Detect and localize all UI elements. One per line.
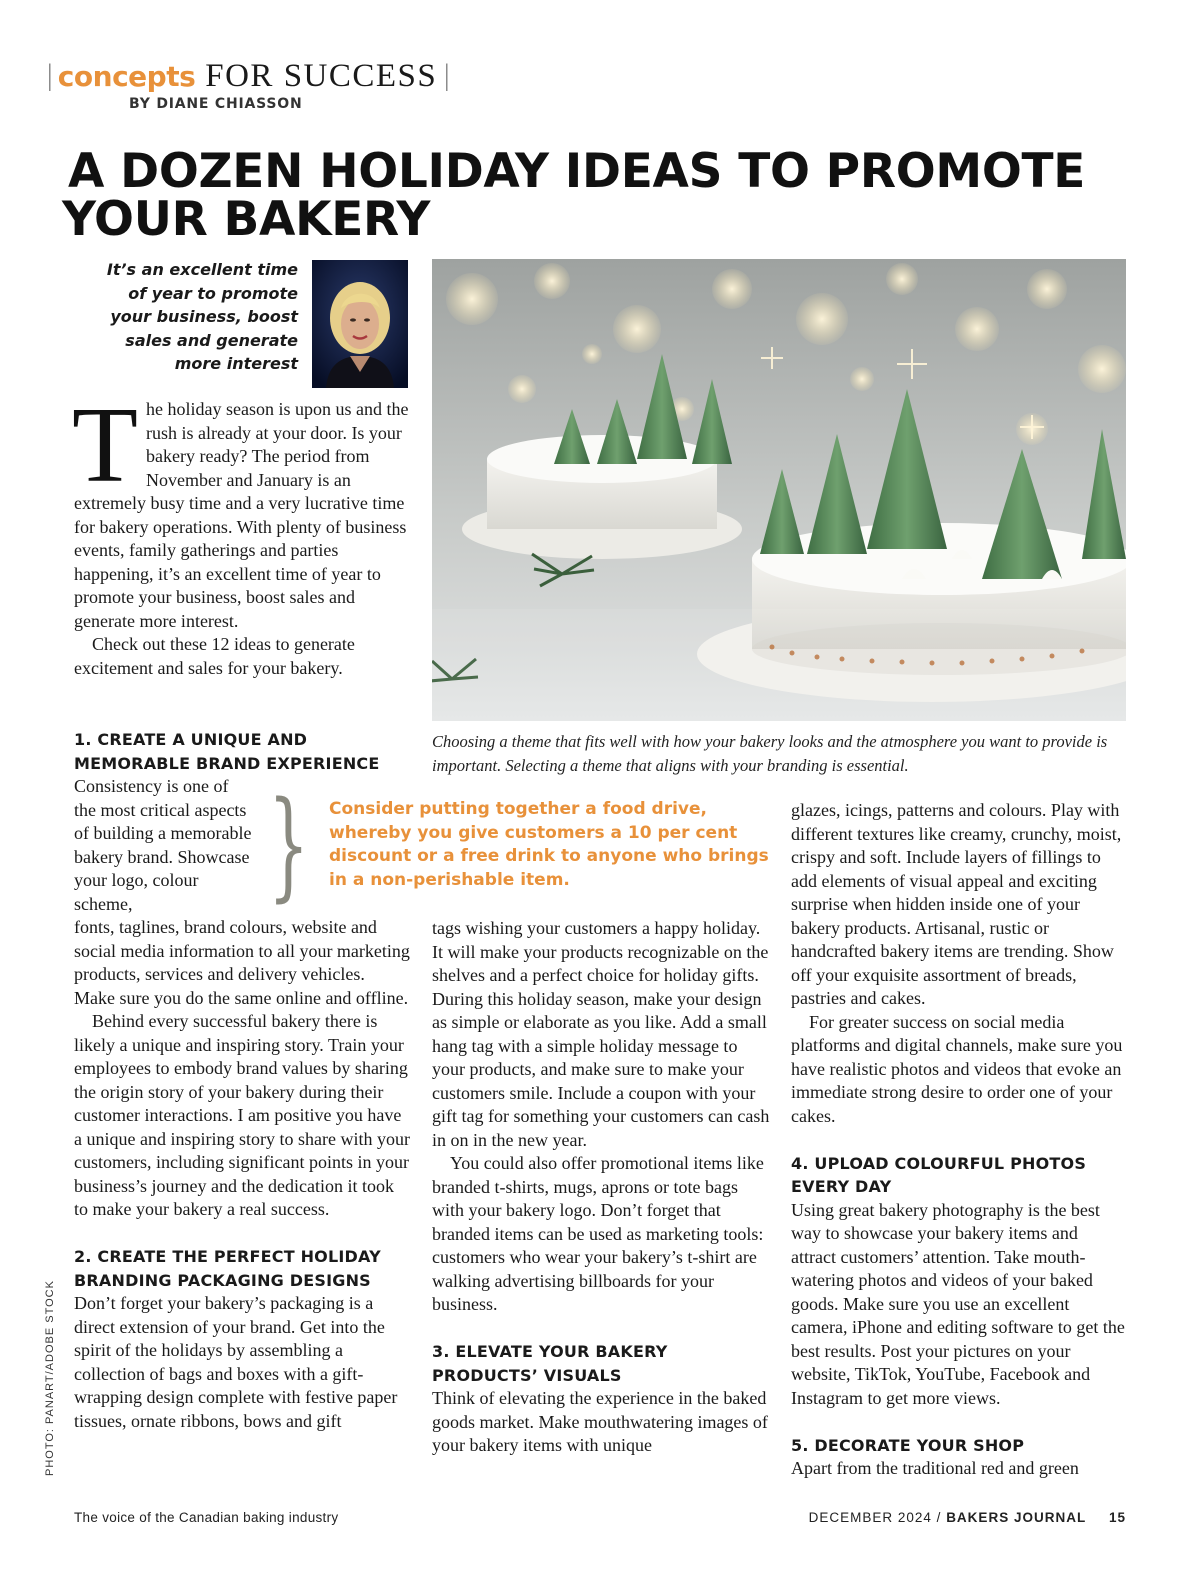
footer-issue-date: DECEMBER 2024 / xyxy=(808,1510,942,1525)
intro-text xyxy=(72,386,410,680)
section-3-paragraph-1a: Think of elevating the experience in the baked goods market. Make mouthwatering images of your bakery items with unique xyxy=(432,1388,768,1455)
section-1-heading: 1. CREATE A UNIQUE AND MEMORABLE BRAND EXPERIENCE xyxy=(74,730,380,773)
section-5-paragraph-1: Apart from the traditional red and green xyxy=(791,1458,1079,1478)
section-1-paragraph-2: Behind every successful bakery there is likely a unique and inspiring story. Train your employees to embody brand values by sharing the origin story of your bakery during their customer interactions. I am positive you have a unique and inspiring story to share with your customers, including significant points in your business’s journey and the dedication it took to make your bakery a real success. xyxy=(74,1011,410,1219)
divider-bar-left: | xyxy=(48,59,52,92)
intro-paragraph-2: Check out these 12 ideas to generate excitement and sales for your bakery. xyxy=(74,634,355,678)
department-header xyxy=(46,56,451,96)
footer-publication: BAKERS JOURNAL xyxy=(946,1510,1087,1525)
department-name: concepts xyxy=(57,59,196,93)
headline-line-1: A DOZEN HOLIDAY IDEAS TO PROMOTE xyxy=(68,144,1086,199)
section-1-paragraph-1a: Consistency is one of the most critical aspects of building a memorable bakery brand. Showcase your logo, colour scheme, xyxy=(74,776,252,914)
headline-line-2: YOUR BAKERY xyxy=(62,192,431,247)
section-3-paragraph-2: For greater success on social media platforms and digital channels, make sure you have realistic photos and videos that evoke an immediate strong desire to order one of your cakes. xyxy=(791,1011,1123,1126)
drop-cap: T xyxy=(72,386,138,505)
divider-bar-right: | xyxy=(445,59,449,92)
section-1-paragraph-1b: fonts, taglines, brand colours, website and social media information to all your marketing products, services and delivery vehicles. Make sure you do the same online and offline. xyxy=(74,917,410,1008)
column-3 xyxy=(791,799,1127,1481)
page-number: 15 xyxy=(1108,1510,1126,1525)
column-2 xyxy=(432,917,770,1458)
photo-credit: PHOTO: PANART/ADOBE STOCK xyxy=(44,1280,56,1476)
photo-caption: Choosing a theme that fits well with how your bakery looks and the atmosphere you want to provide is important. Selecting a theme that aligns with your branding is essential. xyxy=(432,732,1108,775)
section-4-heading: 4. UPLOAD COLOURFUL PHOTOS EVERY DAY xyxy=(791,1153,1087,1196)
section-2-paragraph-1b: tags wishing your customers a happy holiday. It will make your products recognizable on the shelves and a perfect choice for holiday gifts. During this holiday season, make your design as simple or elaborate as you like. Add a small hang tag with a simple holiday message to your products, and make sure to make your customers smile. Include a coupon with your gift tag for something your customers can cash in on in the new year. xyxy=(432,918,770,1150)
section-2-paragraph-1a: Don’t forget your bakery’s packaging is a direct extension of your brand. Get into the spirit of the holidays by assembling a collection of bags and boxes with a gift-wrapping design complete with festive paper tissues, ornate ribbons, bows and gift xyxy=(74,1293,398,1431)
footer-folio xyxy=(809,1510,1126,1525)
department-subtitle: FOR SUCCESS xyxy=(205,57,438,94)
footer-tagline: The voice of the Canadian baking industry xyxy=(74,1510,339,1525)
byline: BY DIANE CHIASSON xyxy=(129,96,303,112)
section-3-heading: 3. ELEVATE YOUR BAKERY PRODUCTS’ VISUALS xyxy=(432,1342,668,1385)
section-3-paragraph-1b: glazes, icings, patterns and colours. Play with different textures like creamy, crunchy, moist, crispy and soft. Include layers of fillings to add elements of visual appeal and exciting surprise when hidden inside one of your bakery products. Artisanal, rustic or handcrafted bakery items are trending. Show off your exquisite assortment of breads, pastries and cakes. xyxy=(791,800,1122,1008)
section-5-heading: 5. DECORATE YOUR SHOP xyxy=(791,1435,1025,1455)
article-headline xyxy=(62,144,1152,247)
pullquote-brace-icon: } xyxy=(268,775,310,913)
intro-paragraph-1: he holiday season is upon us and the rush is already at your door. Is your bakery ready? The period from November and January is an extremely busy time and a very lucrative time for bakery operations. With plenty of business events, family gatherings and parties happening, it’s an excellent time of year to promote your business, boost sales and generate more interest. xyxy=(74,399,409,631)
article-deck: It’s an excellent time of year to promote your business, boost sales and generate more interest xyxy=(106,260,298,373)
section-4-paragraph-1: Using great bakery photography is the best way to showcase your bakery items and attract customers’ attention. Take mouth-watering photos and videos of your baked goods. Make sure you use an excellent camera, iPhone and editing software to get the best results. Post your pictures on your website, TikTok, YouTube, Facebook and Instagram to get more views. xyxy=(791,1199,1125,1408)
author-headshot xyxy=(312,260,408,388)
author-portrait-image xyxy=(312,260,408,388)
section-2-heading: 2. CREATE THE PERFECT HOLIDAY BRANDING PACKAGING DESIGNS xyxy=(74,1247,381,1290)
cake-illustration xyxy=(432,259,1126,721)
pull-quote: Consider putting together a food drive, whereby you give customers a 10 per cent discount or a free drink to anyone who brings in a non-perishable item. xyxy=(329,799,769,890)
section-2-paragraph-2: You could also offer promotional items like branded t-shirts, mugs, aprons or tote bags with your bakery logo. Don’t forget that branded items can be used as marketing tools: customers who wear your bakery’s t-shirt are walking advertising billboards for your business. xyxy=(432,1153,764,1314)
hero-photo-holiday-cakes xyxy=(432,259,1126,721)
